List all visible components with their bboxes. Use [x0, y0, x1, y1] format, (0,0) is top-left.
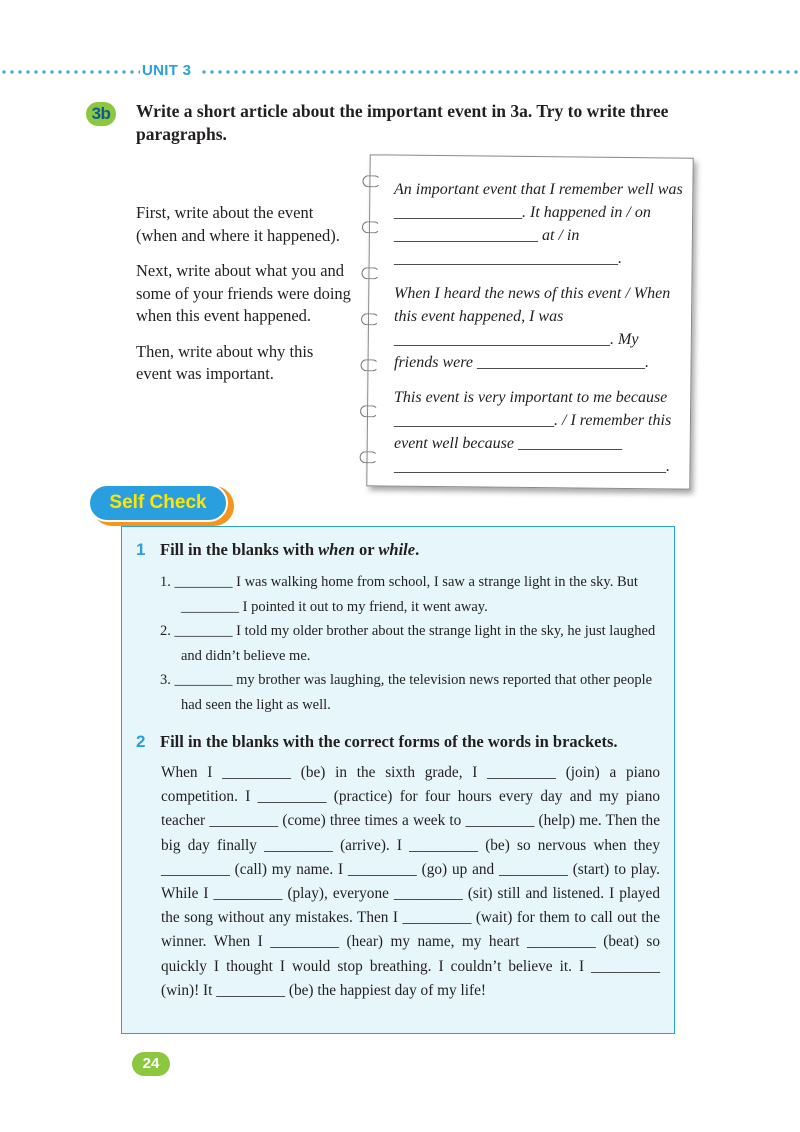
writing-step: First, write about the event (when and where it happened). — [136, 203, 340, 245]
spiral-ring-icon — [361, 313, 379, 325]
header-dots-right — [200, 69, 800, 75]
q1-word-when: when — [318, 540, 355, 559]
q1-word-or: or — [354, 540, 379, 559]
header-dots-left — [0, 69, 140, 75]
question-1-number: 1 — [136, 540, 146, 559]
spiral-ring-icon — [360, 451, 378, 463]
self-check-label: Self Check — [88, 484, 228, 522]
question-1-item: 1. ________ I was walking home from school, I saw a strange light in the sky. But ________ I pointed it out to my friend, it went away. — [160, 574, 638, 615]
q1-title-text: Fill in the blanks with — [160, 540, 319, 559]
question-1-item: 3. ________ my brother was laughing, the television news reported that other people had seen the light as well. — [160, 672, 653, 713]
question-2-title: Fill in the blanks with the correct forms of the words in brackets. — [160, 732, 618, 751]
q1-word-while: while — [378, 540, 416, 559]
writing-step: Then, write about why this event was important. — [136, 341, 314, 383]
unit-title: UNIT 3 — [142, 62, 192, 79]
spiral-ring-icon — [360, 359, 378, 371]
question-1-list — [160, 570, 670, 717]
question-2-passage: When I _________ (be) in the sixth grade, I _________ (join) a piano competition. I _________ (practice) for four hours every day and my piano teacher _________ (come) three times a week to _________ (help) me. Then the big day finally _________ (arrive). I _________ (be) so nervous when they _________ (call) my name. I _________ (go) up and _________ (start) to play. While I _________ (play), everyone _________ (sit) still and listened. I played the song without any mistakes. Then I _________ (wait) for them to call out the winner. When I _________ (hear) my name, my heart _________ (beat) so quickly I thought I would stop breathing. I couldn’t believe it. I _________ (win)! It _________ (be) the happiest day of my life! — [161, 764, 660, 999]
writing-steps — [136, 202, 351, 399]
question-1-item: 2. ________ I told my older brother about the strange light in the sky, he just laughed and didn’t believe me. — [160, 623, 656, 664]
spiral-ring-icon — [362, 175, 380, 187]
template-paragraph: When I heard the news of this event / When this event happened, I was ___________________________. My friends were _____________________. — [394, 285, 671, 371]
spiral-ring-icon — [362, 221, 380, 233]
page-number: 24 — [132, 1052, 170, 1076]
q1-title-end: . — [415, 540, 420, 559]
spiral-ring-icon — [361, 267, 379, 279]
exercise-badge-3b: 3b — [86, 102, 116, 126]
exercise-3b-instruction: Write a short article about the important event in 3a. Try to write three paragraphs. — [136, 101, 669, 144]
writing-step: Next, write about what you and some of your friends were doing when this event happened. — [136, 261, 351, 325]
notepad-template — [394, 178, 684, 490]
template-paragraph: This event is very important to me because ____________________. / I remember this event well because _____________ __________________________________. — [394, 389, 672, 475]
template-paragraph: An important event that I remember well was ________________. It happened in / on __________________ at / in ____________________________. — [394, 181, 683, 267]
question-1-title — [160, 540, 419, 560]
question-2-number: 2 — [136, 732, 146, 751]
spiral-ring-icon — [360, 405, 378, 417]
